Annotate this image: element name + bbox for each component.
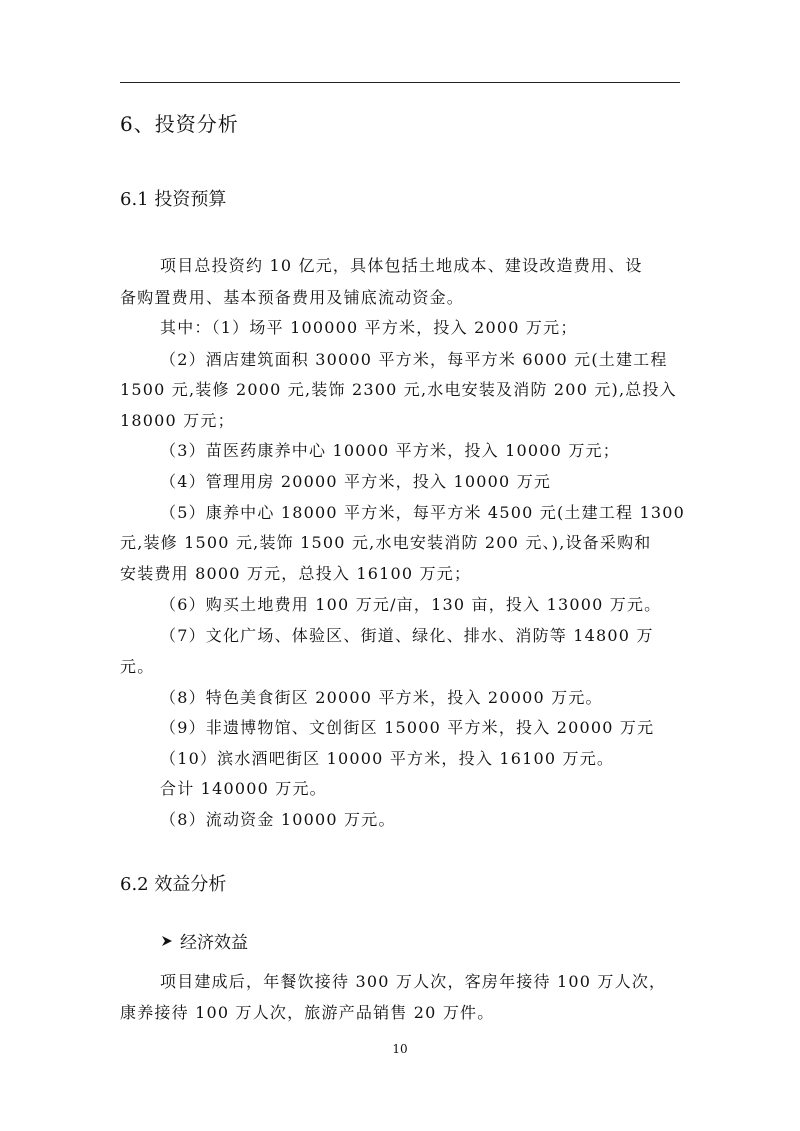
budget-item-line: （6）购买土地费用 100 万元/亩，130 亩，投入 13000 万元。 (160, 595, 662, 614)
budget-intro-line-2: 备购置费用、基本预备费用及铺底流动资金。 (120, 288, 465, 307)
budget-item-line: 元,装修 1500 元,装饰 1500 元,水电安装消防 200 元、),设备采购和 (120, 533, 652, 552)
budget-item-line: 安装费用 8000 万元，总投入 16100 万元； (120, 564, 472, 583)
arrow-bullet-icon (160, 934, 174, 948)
budget-item-line: （3）苗医药康养中心 10000 平方米，投入 10000 万元； (160, 441, 620, 460)
budget-item-line: 18000 万元； (120, 411, 235, 430)
benefit-text-line-2: 康养接待 100 万人次，旅游产品销售 20 万件。 (120, 1003, 495, 1022)
economic-benefit-subheading (160, 928, 248, 953)
budget-total-line: 合计 140000 万元。 (160, 779, 327, 798)
budget-item-line: （4）管理用房 20000 平方米，投入 10000 万元 (160, 472, 552, 491)
economic-benefit-label: 经济效益 (180, 933, 248, 953)
section-title: 6、投资分析 (120, 112, 239, 136)
page-number: 10 (392, 1042, 408, 1056)
budget-heading: 6.1 投资预算 (120, 189, 227, 210)
budget-item-line: （2）酒店建筑面积 30000 平方米，每平方米 6000 元(土建工程 (160, 350, 668, 369)
budget-item-line: （10）滨水酒吧街区 10000 平方米，投入 16100 万元。 (160, 749, 615, 768)
budget-item-line: （8）特色美食街区 20000 平方米，投入 20000 万元。 (160, 688, 603, 707)
budget-item-line: 元。 (120, 657, 155, 676)
budget-item-line: （9）非遗博物馆、文创街区 15000 平方米，投入 20000 万元 (160, 718, 655, 737)
benefit-heading: 6.2 效益分析 (120, 874, 227, 895)
header-rule (120, 82, 680, 83)
benefit-text-line-1: 项目建成后，年餐饮接待 300 万人次，客房年接待 100 万人次， (160, 972, 667, 991)
budget-item-line: （7）文化广场、体验区、街道、绿化、排水、消防等 14800 万 (160, 626, 654, 645)
budget-item-line: （5）康养中心 18000 平方米，每平方米 4500 元(土建工程 1300 (160, 503, 685, 522)
budget-item-line: 1500 元,装修 2000 元,装饰 2300 元,水电安装及消防 200 元),总投入 (120, 380, 677, 399)
budget-item-line: （8）流动资金 10000 万元。 (160, 810, 396, 829)
budget-intro-line-1: 项目总投资约 10 亿元，具体包括土地成本、建设改造费用、设 (160, 256, 643, 275)
budget-item-line: 其中：（1）场平 100000 平方米，投入 2000 万元； (160, 318, 578, 337)
